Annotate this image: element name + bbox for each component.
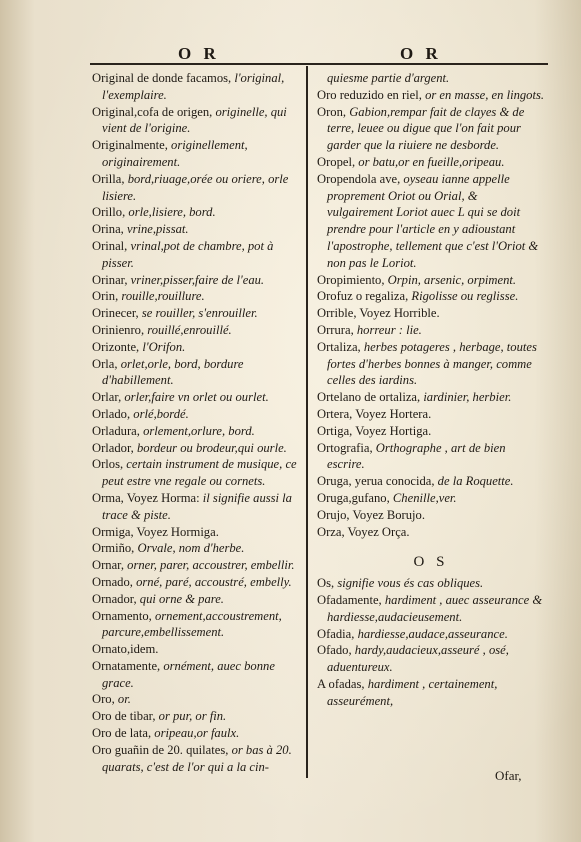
dictionary-entry xyxy=(92,272,302,289)
dictionary-entry xyxy=(317,288,545,305)
entry-definition: Rigolisse ou reglisse. xyxy=(411,289,519,304)
entry-definition: bordeur ou brodeur,qui ourle. xyxy=(136,440,287,455)
dictionary-entry xyxy=(92,608,302,642)
entry-term: Ortelano de ortaliza, xyxy=(317,390,421,405)
dictionary-entry xyxy=(317,524,545,541)
entry-definition: iardinier, herbier. xyxy=(423,390,512,405)
entry-term: Orlar, xyxy=(92,390,122,405)
dictionary-entry xyxy=(317,104,545,154)
entry-term: Ornador, xyxy=(92,591,137,606)
dictionary-entry xyxy=(317,490,545,507)
entry-term: Oropel, xyxy=(317,154,356,169)
right-column-entries-bottom xyxy=(317,575,545,709)
entry-term: A ofadas, xyxy=(317,676,365,691)
entry-term: Ofadia, xyxy=(317,626,355,641)
entry-definition: hardy,audacieux,asseuré , osé, aduentureux. xyxy=(327,643,509,675)
entry-definition: l'Orifon. xyxy=(142,339,186,354)
dictionary-entry xyxy=(92,322,302,339)
entry-definition: Gabion,rempar fait de clayes & de terre, leuee ou digue que l'on fait pour garder que la riuiere ne desborde. xyxy=(327,104,525,153)
entry-term: Orrible, Voyez Horrible. xyxy=(317,306,440,321)
left-column xyxy=(92,70,302,775)
right-column-entries-top xyxy=(317,70,545,540)
entry-term: Orrura, xyxy=(317,322,354,337)
dictionary-entry xyxy=(92,137,302,171)
entry-definition: Orthographe , art de bien escrire. xyxy=(327,440,506,472)
dictionary-entry xyxy=(317,626,545,643)
dictionary-entry xyxy=(92,524,302,541)
entry-definition: rouillé,enrouillé. xyxy=(147,322,232,337)
dictionary-entry xyxy=(92,204,302,221)
running-header-right: O R xyxy=(400,44,442,63)
entry-term: Orza, Voyez Orça. xyxy=(317,524,410,539)
dictionary-entry xyxy=(317,507,545,524)
entry-definition: qui orne & pare. xyxy=(139,591,224,606)
section-heading: O S xyxy=(413,554,449,571)
dictionary-entry xyxy=(317,575,545,592)
entry-definition: bord,riuage,orée ou oriere, orle lisiere. xyxy=(102,171,289,203)
entry-definition: il signifie aussi la trace & piste. xyxy=(102,490,292,522)
entry-definition: certain instrument de musique, ce peut estre vne regale ou cornets. xyxy=(102,457,297,489)
dictionary-entry xyxy=(92,406,302,423)
entry-definition: l'original, l'exemplaire. xyxy=(102,71,285,102)
entry-definition: oyseau ianne appelle proprement Oriot ou Orial, & vulgairement Loriot auec L qui se doit prendre pour l'article en y adioustant l'apostrophe, tellement que c'est l'Oriot & non pas le Loriot. xyxy=(327,171,539,270)
entry-term: Oro de tibar, xyxy=(92,709,156,724)
dictionary-entry xyxy=(317,406,545,423)
dictionary-entry xyxy=(92,440,302,457)
entry-definition: se rouiller, s'enrouiller. xyxy=(141,306,258,321)
entry-term: Orladura, xyxy=(92,423,140,438)
dictionary-entry xyxy=(317,423,545,440)
dictionary-entry xyxy=(317,440,545,474)
catchword: Ofar, xyxy=(495,768,522,783)
dictionary-entry xyxy=(92,574,302,591)
entry-term: Orina, xyxy=(92,222,124,237)
header-rule xyxy=(90,63,548,65)
entry-term: Ofadamente, xyxy=(317,592,382,607)
entry-term: Ortaliza, xyxy=(317,339,361,354)
entry-term: Orilla, xyxy=(92,171,125,186)
right-column xyxy=(317,70,545,709)
dictionary-entry xyxy=(92,456,302,490)
entry-definition: or bas à 20. quarats, c'est de l'or qui a la cin- xyxy=(102,742,292,774)
dictionary-entry xyxy=(92,557,302,574)
entry-term: Orinar, xyxy=(92,272,128,287)
entry-definition: orné, paré, accoustré, embelly. xyxy=(136,574,292,589)
entry-definition: orlet,orle, bord, bordure d'habillement. xyxy=(102,356,244,388)
dictionary-entry xyxy=(92,356,302,390)
running-header-left: O R xyxy=(178,44,220,63)
entry-definition: vriner,pisser,faire de l'eau. xyxy=(130,272,265,287)
entry-definition: or batu,or en fueille,oripeau. xyxy=(358,154,505,169)
entry-term: Ortografia, xyxy=(317,440,373,455)
entry-definition: orlement,orlure, bord. xyxy=(143,423,255,438)
entry-definition: signifie vous és cas obliques. xyxy=(337,576,484,591)
entry-term: Ornamento, xyxy=(92,608,152,623)
entry-term: Ornato,idem. xyxy=(92,642,159,657)
entry-term: Orofuz o regaliza, xyxy=(317,289,409,304)
entry-definition: Orpin, arsenic, orpiment. xyxy=(387,272,517,287)
entry-term: Orma, Voyez Horma: xyxy=(92,490,200,505)
entry-term: Oro, xyxy=(92,692,115,707)
entry-term: Os, xyxy=(317,576,335,591)
dictionary-entry xyxy=(92,490,302,524)
entry-term: Orinecer, xyxy=(92,306,139,321)
dictionary-entry xyxy=(92,288,302,305)
dictionary-entry xyxy=(317,642,545,676)
dictionary-entry xyxy=(317,473,545,490)
dictionary-entry xyxy=(92,742,302,776)
entry-definition: orner, parer, accoustrer, embellir. xyxy=(127,558,295,573)
dictionary-entry xyxy=(92,725,302,742)
dictionary-entry xyxy=(317,171,545,272)
entry-term: Ormiño, xyxy=(92,541,135,556)
entry-term: Ortiga, Voyez Hortiga. xyxy=(317,423,432,438)
entry-term: Orla, xyxy=(92,356,118,371)
entry-definition: ornément, auec bonne grace. xyxy=(102,658,275,690)
dictionary-entry xyxy=(317,339,545,389)
entry-term: Orizonte, xyxy=(92,339,140,354)
entry-definition: horreur : lie. xyxy=(356,322,422,337)
entry-term: Oropimiento, xyxy=(317,272,385,287)
dictionary-entry xyxy=(92,658,302,692)
dictionary-entry xyxy=(92,339,302,356)
entry-definition: Orvale, nom d'herbe. xyxy=(137,541,245,556)
entry-definition: herbes potageres , herbage, toutes fortes d'herbes bonnes à manger, comme celles des iardins. xyxy=(327,339,537,388)
entry-definition: quiesme partie d'argent. xyxy=(327,71,450,85)
entry-definition: hardiment , auec asseurance & hardiesse,audacieusement. xyxy=(327,592,543,624)
dictionary-entry xyxy=(92,104,302,138)
entry-term: Orin, xyxy=(92,289,119,304)
dictionary-entry xyxy=(92,540,302,557)
entry-definition: ornement,accoustrement, parcure,embellissement. xyxy=(102,608,282,640)
entry-term: Oruga, yerua conocida, xyxy=(317,474,435,489)
dictionary-entry xyxy=(317,87,545,104)
entry-term: Oro de lata, xyxy=(92,726,152,741)
entry-term: Originalmente, xyxy=(92,138,168,153)
dictionary-entry xyxy=(317,322,545,339)
column-divider xyxy=(306,66,308,778)
entry-definition: or pur, or fin. xyxy=(158,709,227,724)
entry-term: Ornatamente, xyxy=(92,658,161,673)
entry-definition: rouille,rouillure. xyxy=(121,289,205,304)
entry-term: Oropendola ave, xyxy=(317,171,401,186)
dictionary-entry xyxy=(92,305,302,322)
entry-term: Ormiga, Voyez Hormiga. xyxy=(92,524,219,539)
entry-definition: or. xyxy=(117,692,131,707)
entry-term: Ortera, Voyez Hortera. xyxy=(317,406,432,421)
entry-term: Orlos, xyxy=(92,457,124,472)
entry-term: Original,cofa de origen, xyxy=(92,104,213,119)
dictionary-entry xyxy=(92,238,302,272)
dictionary-entry xyxy=(92,423,302,440)
dictionary-entry xyxy=(317,676,545,710)
entry-definition: Chenille,ver. xyxy=(392,490,457,505)
entry-term: Orinal, xyxy=(92,238,128,253)
dictionary-entry xyxy=(92,708,302,725)
entry-term: Oruga,gufano, xyxy=(317,490,390,505)
entry-term: Orinienro, xyxy=(92,322,145,337)
entry-definition: vrine,pissat. xyxy=(126,222,189,237)
dictionary-entry xyxy=(92,641,302,658)
entry-definition: hardiesse,audace,asseurance. xyxy=(357,626,508,641)
dictionary-entry xyxy=(317,70,545,87)
dictionary-entry xyxy=(92,591,302,608)
entry-definition: oripeau,or faulx. xyxy=(154,726,240,741)
dictionary-entry xyxy=(92,70,302,104)
entry-term: Original de donde facamos, xyxy=(92,71,232,85)
entry-definition: hardiment , certainement, asseurément, xyxy=(327,676,498,708)
entry-term: Ornado, xyxy=(92,574,133,589)
dictionary-entry xyxy=(317,272,545,289)
entry-definition: orlé,bordé. xyxy=(133,406,189,421)
entry-definition: or en masse, en lingots. xyxy=(425,87,545,102)
dictionary-entry xyxy=(317,389,545,406)
dictionary-entry xyxy=(92,221,302,238)
entry-term: Oro guañin de 20. quilates, xyxy=(92,742,229,757)
entry-term: Oro reduzido en riel, xyxy=(317,87,422,102)
dictionary-entry xyxy=(317,592,545,626)
entry-term: Orlado, xyxy=(92,406,131,421)
entry-definition: de la Roquette. xyxy=(437,474,514,489)
entry-term: Orillo, xyxy=(92,205,126,220)
entry-term: Oron, xyxy=(317,104,347,119)
entry-term: Orlador, xyxy=(92,440,134,455)
dictionary-entry xyxy=(92,171,302,205)
dictionary-entry xyxy=(92,389,302,406)
dictionary-entry xyxy=(92,691,302,708)
dictionary-entry xyxy=(317,154,545,171)
entry-definition: originelle, qui vient de l'origine. xyxy=(102,104,287,136)
entry-definition: originellement, originairement. xyxy=(102,138,248,169)
entry-definition: vrinal,pot de chambre, pot à pisser. xyxy=(102,238,274,270)
entry-term: Ornar, xyxy=(92,558,125,573)
dictionary-entry xyxy=(317,305,545,322)
entry-definition: orler,faire vn orlet ou ourlet. xyxy=(124,390,269,405)
entry-term: Ofado, xyxy=(317,643,352,658)
entry-term: Orujo, Voyez Borujo. xyxy=(317,507,425,522)
entry-definition: orle,lisiere, bord. xyxy=(128,205,216,220)
